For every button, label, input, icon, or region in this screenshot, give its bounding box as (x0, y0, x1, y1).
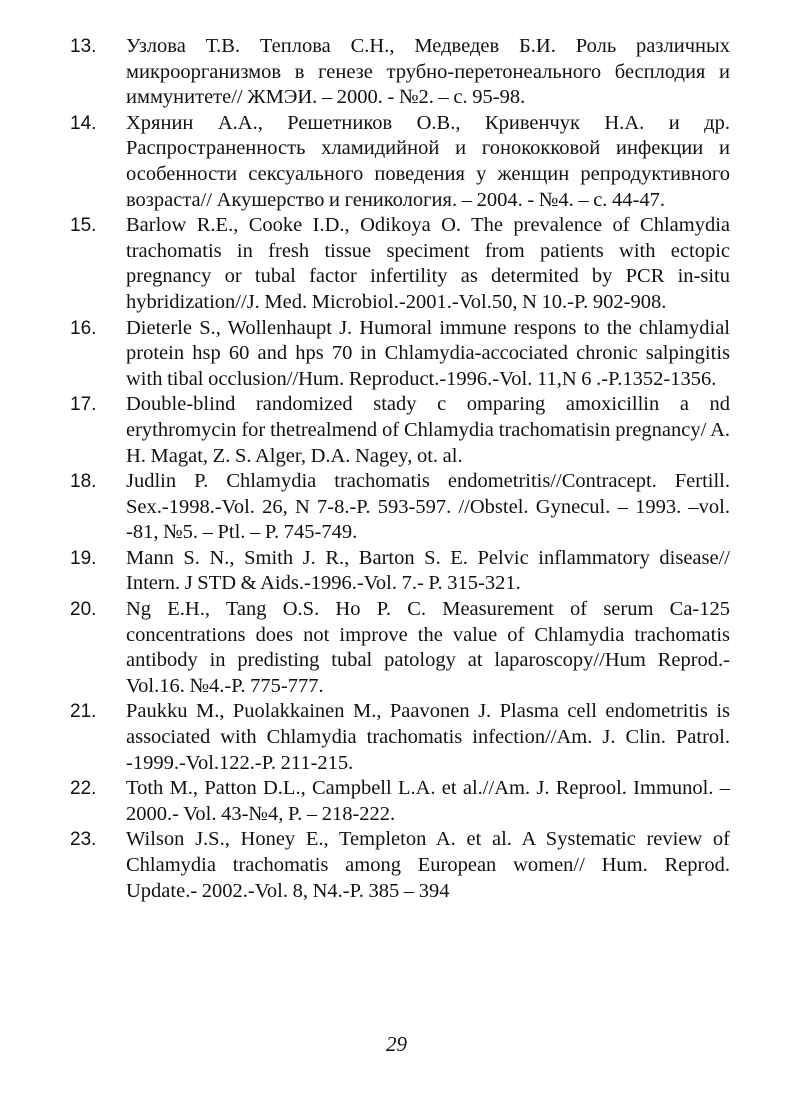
reference-text: Dieterle S., Wollenhaupt J. Humoral immune respons to the chlamydial protein hsp 60 and hps 70 in Chlamydia-accociated chronic salpingitis with tibal occlusion//Hum. Reproduct.-1996.-Vol. 11,N 6 .-P.1352-1356. (126, 316, 730, 390)
reference-item-23 (70, 827, 730, 904)
reference-item-21 (70, 699, 730, 776)
reference-number: 17. (70, 394, 97, 416)
reference-item-20 (70, 597, 730, 699)
reference-number: 22. (70, 778, 97, 800)
reference-item-17 (70, 392, 730, 469)
reference-text: Хрянин А.А., Решетников О.В., Кривенчук Н.А. и др. Распространенность хламидийной и гонококковой инфекции и особенности сексуального поведения у женщин репродуктивного возраста// Акушерство и геникология. – 2004. - №4. – с. 44-47. (126, 111, 730, 211)
reference-number: 15. (70, 215, 97, 237)
reference-number: 16. (70, 317, 97, 339)
reference-number: 21. (70, 701, 97, 723)
reference-number: 20. (70, 599, 97, 621)
reference-text: Mann S. N., Smith J. R., Barton S. E. Pelvic inflammatory disease// Intern. J STD & Aids.-1996.-Vol. 7.- P. 315-321. (126, 546, 730, 595)
reference-number: 18. (70, 471, 97, 493)
reference-number: 23. (70, 829, 97, 851)
reference-item-16 (70, 316, 730, 393)
reference-text: Узлова Т.В. Теплова С.Н., Медведев Б.И. Роль различных микроорганизмов в генезе трубно-перетонеального бесплодия и иммунитете// ЖМЭИ. – 2000. - №2. – с. 95-98. (126, 35, 730, 109)
reference-item-22 (70, 776, 730, 827)
reference-text: Barlow R.E., Cooke I.D., Odikoya O. The prevalence of Chlamydia trachomatis in fresh tissue speciment from patients with ectopic pregnancy or tubal factor infertility as determited by PCR in-situ hybridization//J. Med. Microbiol.-2001.-Vol.50, N 10.-P. 902-908. (126, 214, 730, 313)
reference-item-14 (70, 111, 730, 213)
reference-item-13 (70, 34, 730, 111)
reference-text: Double-blind randomized stady c omparing amoxicillin a nd erythromycin for thetrealmend of Chlamydia trachomatisin pregnancy/ A. H. Magat, Z. S. Alger, D.A. Nagey, ot. al. (126, 393, 730, 467)
reference-text: Paukku M., Puolakkainen M., Paavonen J. Plasma cell endometritis is associated with Chlamydia trachomatis infection//Am. J. Clin. Patrol. -1999.-Vol.122.-P. 211-215. (126, 700, 730, 774)
reference-list (70, 34, 730, 904)
reference-text: Ng E.H., Tang O.S. Ho P. C. Measurement of serum Ca-125 concentrations does not improve the value of Chlamydia trachomatis antibody in predisting tubal patology at laparoscopy//Hum Reprod.-Vol.16. №4.-P. 775-777. (126, 598, 730, 697)
reference-text: Toth M., Patton D.L., Campbell L.A. et al.//Am. J. Reprool. Immunol. – 2000.- Vol. 43-№4, P. – 218-222. (126, 777, 730, 825)
reference-item-18 (70, 469, 730, 546)
reference-text: Judlin P. Chlamydia trachomatis endometritis//Contracept. Fertill. Sex.-1998.-Vol. 26, N 7-8.-P. 593-597. //Obstel. Gynecul. – 1993. –vol. -81, №5. – Ptl. – P. 745-749. (126, 470, 730, 544)
reference-number: 14. (70, 112, 97, 134)
reference-number: 13. (70, 36, 97, 57)
page-number: 29 (386, 1032, 407, 1056)
reference-number: 19. (70, 547, 97, 569)
reference-text: Wilson J.S., Honey E., Templeton A. et al. A Systematic review of Chlamydia trachomatis among European women// Hum. Reprod. Update.- 2002.-Vol. 8, N4.-P. 385 – 394 (126, 828, 730, 902)
reference-item-19 (70, 546, 730, 597)
reference-item-15 (70, 213, 730, 315)
